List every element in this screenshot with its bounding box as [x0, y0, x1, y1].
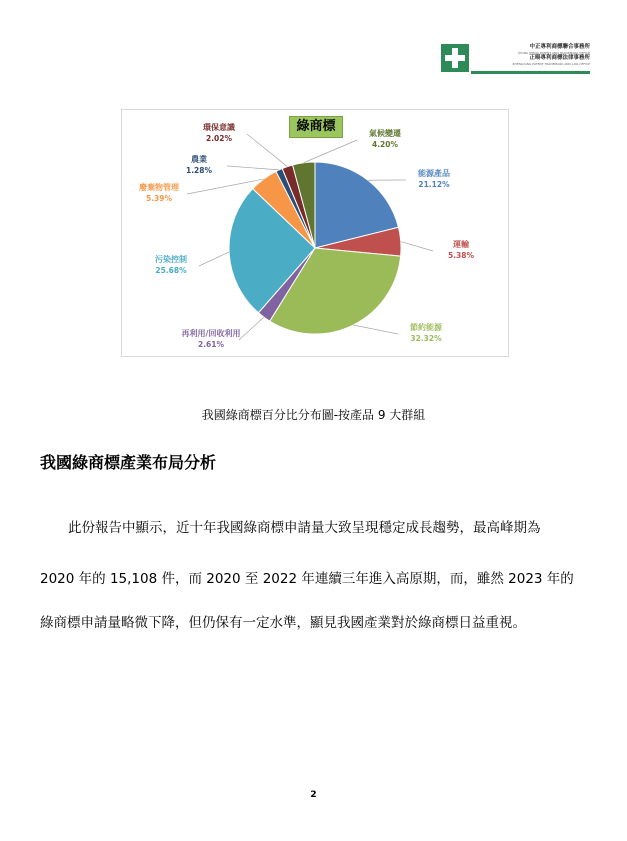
- logo-firm-name-1: 中正專利商標聯合事務所: [529, 44, 590, 50]
- slice-label-6: 農業: [191, 155, 207, 164]
- leader-line-8: [304, 140, 357, 163]
- slice-label-2: 節約能源: [410, 323, 442, 332]
- leader-line-2: [353, 325, 398, 334]
- pie-chart: [121, 109, 509, 357]
- slice-value-6: 1.28%: [185, 166, 213, 175]
- slice-value-1: 5.38%: [447, 251, 475, 260]
- leader-line-4: [199, 252, 229, 266]
- firm-logo: [441, 44, 590, 74]
- paragraph-line-2: 2020 年的 15,108 件，而 2020 至 2022 年連續三年進入高原期，而，雖然 2023 年的: [40, 571, 574, 587]
- slice-label-0: 能源產品: [418, 169, 450, 178]
- slice-label-1: 運輸: [453, 240, 469, 249]
- chart-title: 綠商標: [289, 116, 343, 138]
- slice-value-3: 2.61%: [197, 340, 225, 349]
- slice-value-4: 25.68%: [155, 266, 187, 275]
- slice-label-3: 再利用/回收利用: [181, 329, 241, 338]
- paragraph-line-1-text: 此份報告中顯示，近十年我國綠商標申請量大致呈現穩定成長趨勢，最高峰期為: [68, 520, 541, 536]
- logo-firm-english-2: ZHENGYANG PATENT TRADEMARK AND LAW OFFICE: [512, 62, 590, 66]
- pie-chart-svg: [122, 110, 508, 356]
- slice-value-5: 5.39%: [145, 194, 173, 203]
- slice-value-8: 4.20%: [371, 140, 399, 149]
- logo-firm-name-2: 正暘專利商標法律事務所: [529, 55, 590, 61]
- figure-caption: 我國綠商標百分比分布圖-按產品 9 大群組: [201, 408, 426, 422]
- slice-value-7: 2.02%: [205, 134, 233, 143]
- slice-label-7: 環保意識: [203, 123, 235, 132]
- slice-value-2: 32.32%: [410, 334, 442, 343]
- logo-firm-english-1: JHONG JHENG PATENT AND TRADEMARK OFFICE: [518, 51, 590, 55]
- slice-label-5: 廢棄物管理: [139, 183, 179, 192]
- slice-label-4: 污染控制: [155, 255, 187, 264]
- slice-value-0: 21.12%: [418, 180, 450, 189]
- firm-logo-mark: [441, 44, 469, 72]
- page-number: 2: [310, 790, 317, 800]
- firm-logo-text: [471, 44, 590, 74]
- section-heading: 我國綠商標產業布局分析: [40, 453, 217, 472]
- leader-line-1: [401, 242, 433, 251]
- leader-line-3: [239, 317, 264, 340]
- paragraph-line-1: [40, 516, 590, 536]
- leader-line-7: [247, 134, 287, 167]
- slice-label-8: 氣候變遷: [369, 129, 401, 138]
- leader-line-6: [227, 166, 279, 170]
- paragraph-line-3: 綠商標申請量略微下降，但仍保有一定水準，顯見我國產業對於綠商標日益重視。: [40, 615, 526, 631]
